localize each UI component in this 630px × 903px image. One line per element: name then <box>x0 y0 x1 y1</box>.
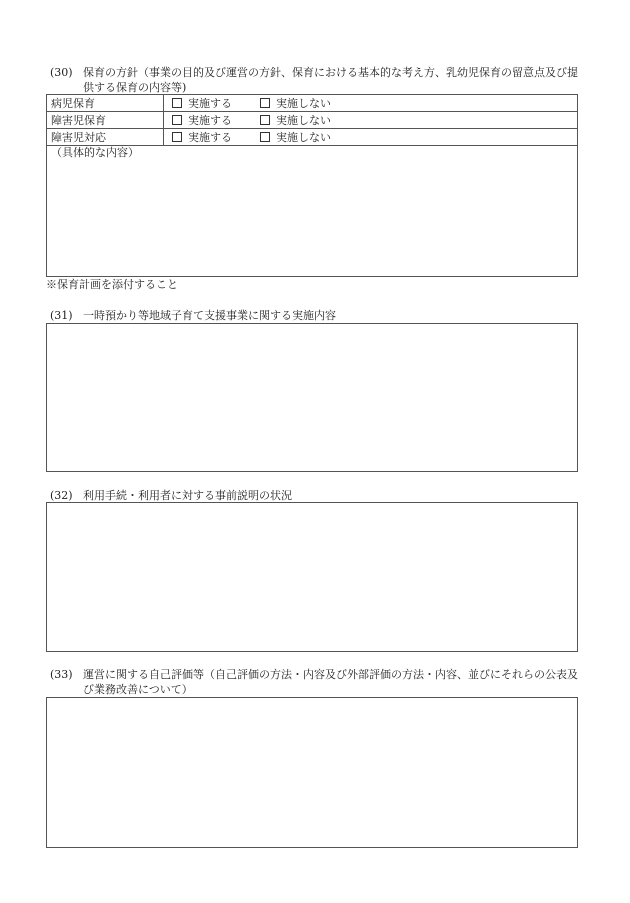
option-implement[interactable] <box>168 130 232 145</box>
option-not-implement[interactable] <box>256 96 331 111</box>
options-cell <box>164 129 578 146</box>
detail-textbox[interactable] <box>46 144 578 277</box>
options-cell <box>164 112 578 129</box>
section-31-heading <box>50 309 581 324</box>
option-implement[interactable] <box>168 113 232 128</box>
checkbox-icon[interactable] <box>172 115 182 125</box>
checkbox-icon[interactable] <box>172 132 182 142</box>
checkbox-icon[interactable] <box>172 98 182 108</box>
table-row <box>47 129 578 146</box>
section-number: (30) <box>50 66 73 79</box>
section-title: 運営に関する自己評価等（自己評価の方法・内容及び外部評価の方法・内容、並びにそれらの公表及び業務改善について） <box>83 668 578 696</box>
section-32-textbox[interactable] <box>46 502 578 652</box>
row-label: 病児保育 <box>47 95 164 112</box>
option-label: 実施する <box>188 130 232 144</box>
option-label: 実施しない <box>276 96 331 110</box>
table-row <box>47 112 578 129</box>
option-label: 実施する <box>188 113 232 127</box>
section-title: 利用手続・利用者に対する事前説明の状況 <box>83 489 292 502</box>
section-33-heading <box>50 668 581 698</box>
service-table <box>46 94 578 146</box>
section-number: (33) <box>50 668 73 681</box>
table-row <box>47 95 578 112</box>
checkbox-icon[interactable] <box>260 115 270 125</box>
section-number: (32) <box>50 489 73 502</box>
option-not-implement[interactable] <box>256 130 331 145</box>
row-label: 障害児保育 <box>47 112 164 129</box>
option-label: 実施しない <box>276 113 331 127</box>
option-implement[interactable] <box>168 96 232 111</box>
section-number: (31) <box>50 309 73 322</box>
checkbox-icon[interactable] <box>260 98 270 108</box>
checkbox-icon[interactable] <box>260 132 270 142</box>
attachment-note: ※保育計画を添付すること <box>46 278 178 291</box>
section-title: 一時預かり等地域子育て支援事業に関する実施内容 <box>83 309 336 322</box>
option-label: 実施しない <box>276 130 331 144</box>
option-not-implement[interactable] <box>256 113 331 128</box>
row-label: 障害児対応 <box>47 129 164 146</box>
detail-label: （具体的な内容） <box>51 146 139 159</box>
section-30-heading <box>50 66 581 96</box>
section-31-textbox[interactable] <box>46 323 578 472</box>
section-33-textbox[interactable] <box>46 697 578 848</box>
options-cell <box>164 95 578 112</box>
option-label: 実施する <box>188 96 232 110</box>
section-title: 保育の方針（事業の目的及び運営の方針、保育における基本的な考え方、乳幼児保育の留意点及び提供する保育の内容等) <box>83 66 578 94</box>
